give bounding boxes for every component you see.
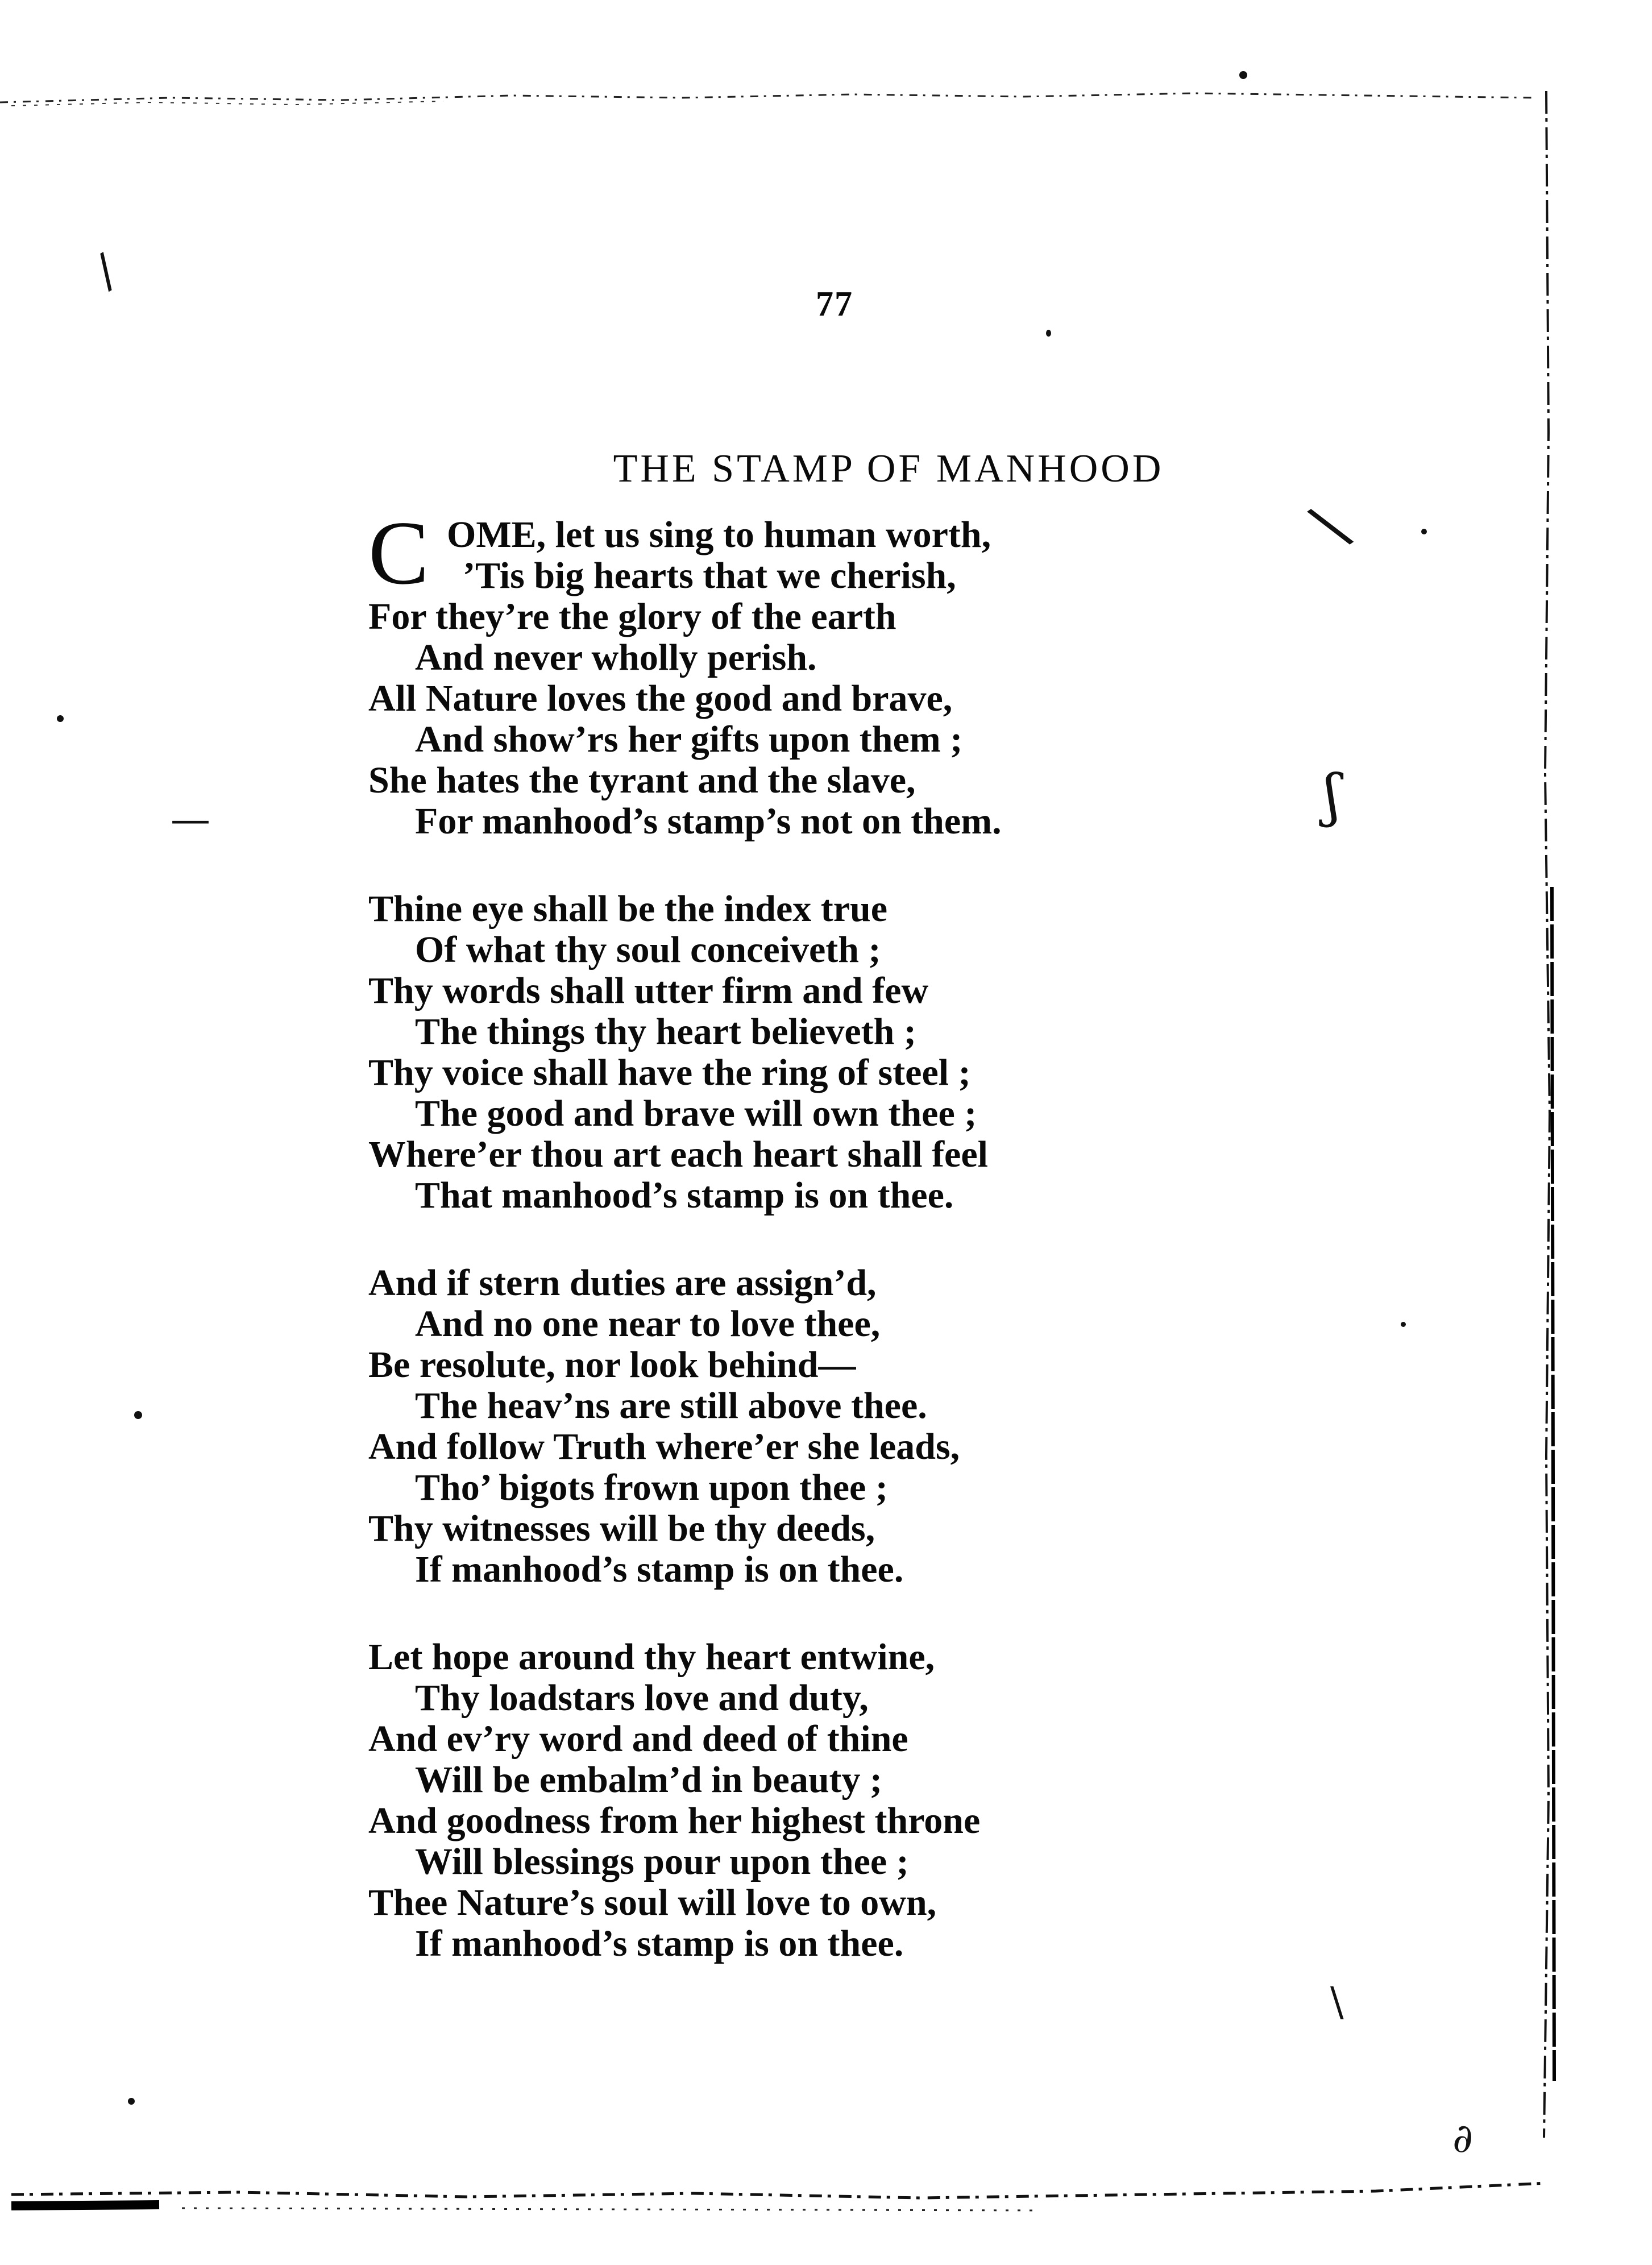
poem-line: ’Tis big hearts that we cherish, — [463, 555, 956, 596]
poem-line: Of what thy soul conceiveth ; — [415, 929, 881, 970]
poem-line: That manhood’s stamp is on thee. — [415, 1175, 954, 1216]
scan-stroke: \ — [1330, 1978, 1344, 2025]
poem-line: Where’er thou art each heart shall feel — [368, 1134, 988, 1175]
poem-line: Thy loadstars love and duty, — [415, 1677, 869, 1719]
scan-speck — [1401, 1322, 1406, 1327]
scan-speck — [57, 715, 64, 722]
poem-line: Tho’ bigots frown upon thee ; — [415, 1467, 888, 1508]
scan-edge-bottom — [11, 2160, 1558, 2229]
scan-stroke: — — [171, 796, 210, 843]
poem-title: THE STAMP OF MANHOOD — [613, 446, 1164, 491]
scan-speck — [1046, 330, 1051, 337]
scan-stroke: ʃ — [1325, 762, 1340, 828]
scan-edge-right — [1529, 91, 1563, 2195]
page-number: 77 — [816, 285, 853, 323]
poem-line: Let hope around thy heart entwine, — [368, 1636, 935, 1678]
poem-line: All Nature loves the good and brave, — [368, 678, 953, 719]
poem-line: She hates the tyrant and the slave, — [368, 760, 916, 801]
drop-cap: C — [368, 502, 429, 603]
poem-line: For manhood’s stamp’s not on them. — [415, 800, 1002, 842]
poem-line: If manhood’s stamp is on thee. — [415, 1923, 904, 1964]
poem-line: And follow Truth where’er she leads, — [368, 1426, 960, 1467]
scan-stroke: / — [85, 244, 126, 298]
first-line-text: OME, let us sing to human worth, — [447, 514, 991, 555]
poem-line: Thy words shall utter firm and few — [368, 970, 929, 1011]
poem-line: And never wholly perish. — [415, 637, 817, 678]
poem-line: Thine eye shall be the index true — [368, 888, 888, 930]
poem-body — [368, 502, 1193, 2011]
scan-stroke: ∂ — [1452, 2115, 1473, 2162]
poem-line: If manhood’s stamp is on thee. — [415, 1549, 904, 1590]
poem-line: And if stern duties are assign’d, — [368, 1262, 877, 1304]
scan-edge-top — [0, 85, 1569, 108]
poem-line: Thy witnesses will be thy deeds, — [368, 1508, 875, 1549]
poem-line: Thee Nature’s soul will love to own, — [368, 1882, 937, 1923]
poem-line: And ev’ry word and deed of thine — [368, 1718, 908, 1760]
poem-line: Will blessings pour upon thee ; — [415, 1841, 909, 1882]
scan-speck — [1239, 71, 1247, 79]
poem-line: And no one near to love thee, — [415, 1303, 881, 1345]
scan-speck — [134, 1411, 142, 1419]
poem-line: Be resolute, nor look behind— — [368, 1344, 856, 1385]
poem-line: The good and brave will own thee ; — [415, 1093, 977, 1134]
scan-speck — [128, 2098, 135, 2105]
scan-stroke: \ — [1300, 489, 1359, 562]
poem-line: And goodness from her highest throne — [368, 1800, 981, 1841]
stanza-3 — [368, 1263, 1193, 1590]
poem-line: The things thy heart believeth ; — [415, 1011, 916, 1052]
scan-speck — [1421, 529, 1427, 534]
poem-line: For they’re the glory of the earth — [368, 596, 896, 637]
poem-line: And show’rs her gifts upon them ; — [415, 719, 963, 760]
poem-line: The heav’ns are still above thee. — [415, 1385, 927, 1426]
poem-line: Will be embalm’d in beauty ; — [415, 1759, 883, 1801]
stanza-2 — [368, 889, 1193, 1216]
stanza-1 — [368, 502, 1193, 842]
poem-line: Thy voice shall have the ring of steel ; — [368, 1052, 971, 1093]
stanza-4 — [368, 1637, 1193, 1964]
